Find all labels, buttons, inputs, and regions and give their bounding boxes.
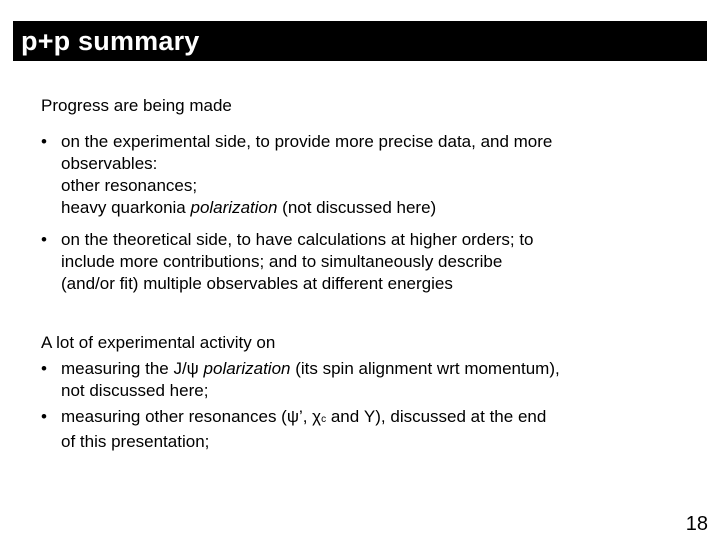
bullet-dot: • — [41, 359, 47, 378]
bullet-text-line: on the experimental side, to provide more precise data, and more — [61, 132, 553, 151]
section1-intro: Progress are being made — [41, 96, 232, 115]
section1-bullet-experimental — [41, 131, 681, 219]
title-bar — [13, 21, 707, 61]
bullet-text-line: include more contributions; and to simultaneously describe — [61, 252, 503, 271]
page-number: 18 — [685, 513, 708, 535]
bullet-text-line — [61, 406, 681, 431]
section2-bullet-jpsi — [41, 358, 681, 402]
bullet-text-fragment: measuring the J/ψ — [61, 359, 204, 378]
slide-title: p+p summary — [21, 26, 200, 56]
bullet-text-fragment: heavy quarkonia — [61, 198, 191, 217]
bullet-text-line — [61, 197, 681, 219]
bullet-text-fragment: measuring other resonances (ψ’, χ — [61, 407, 322, 426]
section1-bullet-theoretical — [41, 229, 681, 295]
bullet-dot: • — [41, 407, 47, 426]
bullet-text-line: observables: — [61, 154, 158, 173]
bullet-text-fragment: (not discussed here) — [277, 198, 437, 217]
bullet-text-line: of this presentation; — [61, 432, 210, 451]
bullet-dot: • — [41, 230, 47, 249]
bullet-text-line: not discussed here; — [61, 381, 209, 400]
bullet-text-line — [61, 358, 681, 380]
section2-intro: A lot of experimental activity on — [41, 333, 276, 352]
subscript-c: c — [321, 414, 327, 425]
bullet-text-line: on the theoretical side, to have calculations at higher orders; to — [61, 230, 534, 249]
bullet-text-line: other resonances; — [61, 176, 198, 195]
bullet-dot: • — [41, 132, 47, 151]
slide-content — [41, 95, 681, 453]
bullet-text-line: (and/or fit) multiple observables at different energies — [61, 274, 453, 293]
bullet-text-fragment: (its spin alignment wrt momentum), — [290, 359, 560, 378]
section2-bullet-resonances — [41, 406, 681, 453]
bullet-text-fragment: and Υ), discussed at the end — [326, 407, 547, 426]
emphasis-polarization: polarization — [190, 198, 278, 217]
emphasis-polarization: polarization — [203, 359, 291, 378]
